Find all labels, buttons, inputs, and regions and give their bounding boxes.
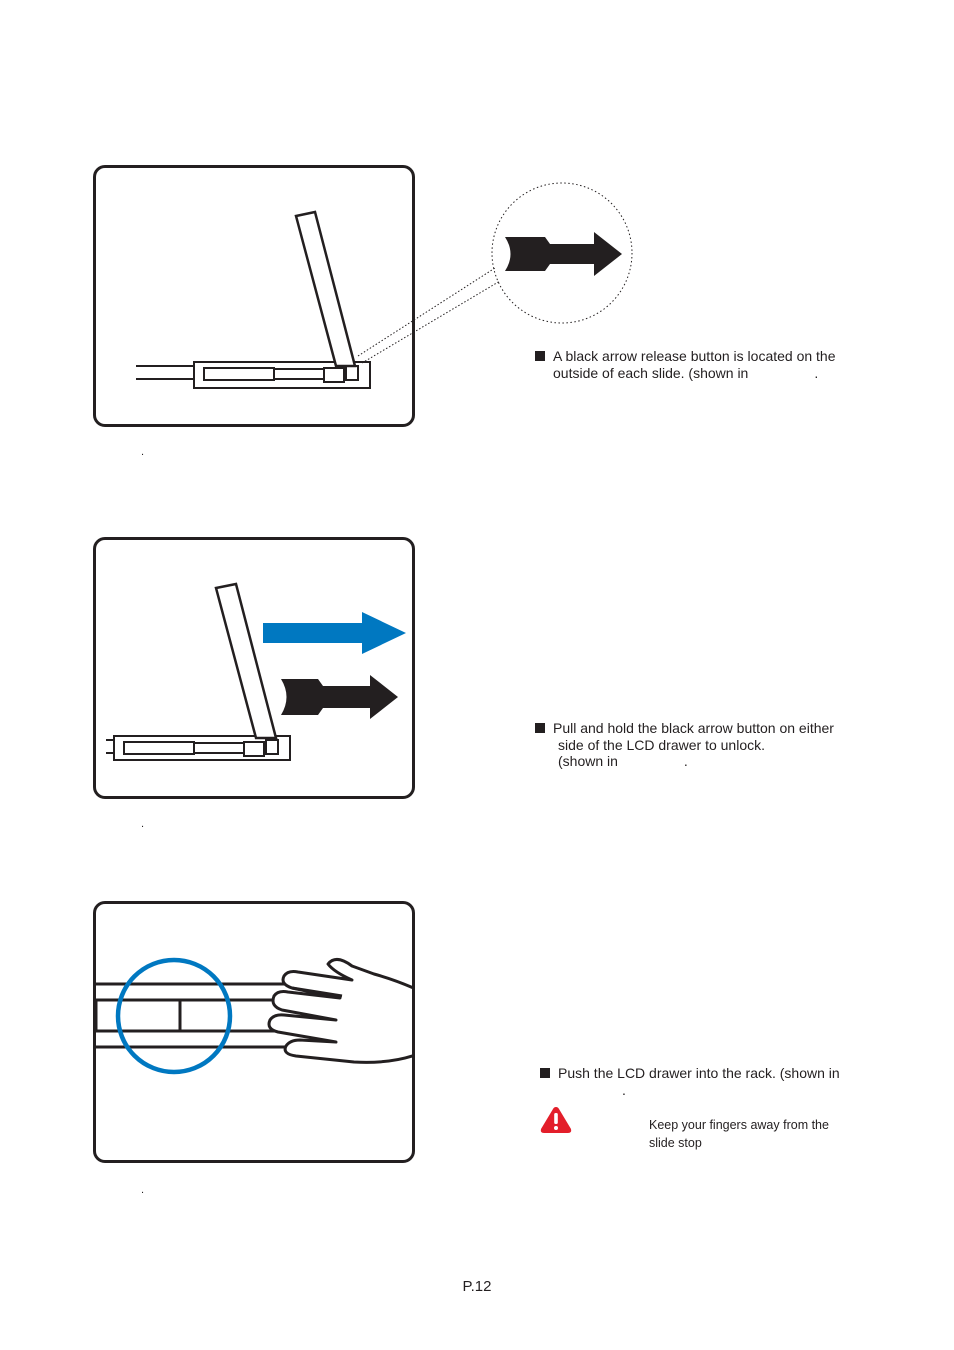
figure-panel-pull-release — [93, 537, 415, 799]
warning-line-1: Keep your fingers away from the — [649, 1118, 829, 1132]
page-number: P.12 — [462, 1278, 492, 1295]
figure-caption-3: . — [141, 1184, 145, 1196]
figure-caption-2: . — [141, 818, 145, 830]
hand-icon — [269, 959, 415, 1062]
figure-panel-push-drawer — [93, 901, 415, 1163]
step-2-line-2: side of the LCD drawer to unlock. — [558, 736, 765, 753]
step-1-line-2-end: . — [814, 364, 819, 381]
warning-triangle-icon — [540, 1106, 572, 1134]
bullet-square-icon — [535, 723, 545, 733]
step-3-line-1: Push the LCD drawer into the rack. (shown in — [558, 1065, 840, 1081]
pull-direction-arrow-icon — [263, 612, 406, 654]
step-2-line-3: (shown in — [558, 753, 618, 769]
step-2-line-3-end: . — [683, 753, 688, 769]
step-1-line-2: outside of each slide. (shown in — [553, 364, 749, 381]
step-2-line-1: Pull and hold the black arrow button on either — [553, 720, 834, 736]
bullet-square-icon — [540, 1068, 550, 1078]
bullet-square-icon — [535, 351, 545, 361]
figure-caption-1: . — [141, 446, 145, 458]
black-arrow-release-button-icon — [281, 675, 398, 719]
step-1-text — [535, 348, 836, 381]
push-drawer-into-rack-illustration — [96, 904, 415, 1163]
black-arrow-release-button-icon — [505, 232, 622, 276]
step-1-line-1: A black arrow release button is located on the — [553, 348, 836, 364]
step-2-text — [535, 720, 834, 770]
step-3-line-2: . — [622, 1081, 626, 1098]
step-3-text — [540, 1065, 840, 1098]
warning-text — [649, 1116, 829, 1152]
lcd-drawer-unlock-illustration — [96, 540, 415, 799]
warning-line-2: slide stop — [649, 1136, 702, 1150]
